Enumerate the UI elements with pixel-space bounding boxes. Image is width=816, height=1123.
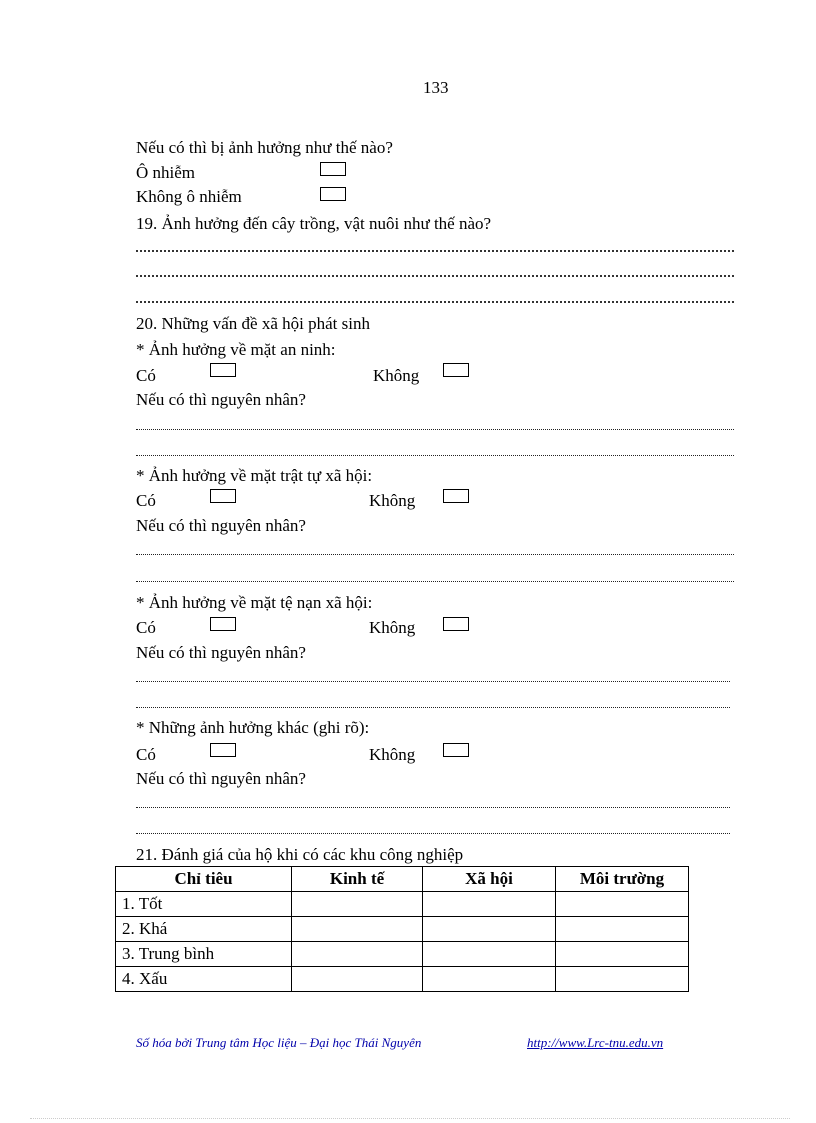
table-row	[116, 942, 689, 967]
table-row	[116, 917, 689, 942]
security-heading: * Ảnh hưởng về mặt an ninh:	[136, 340, 336, 359]
social-evils-yes-checkbox[interactable]	[210, 617, 236, 631]
q20-title: 20. Những vấn đề xã hội phát sinh	[136, 314, 370, 333]
table-row	[116, 892, 689, 917]
security-no-checkbox[interactable]	[443, 363, 469, 377]
economy-cell[interactable]	[292, 892, 423, 917]
environment-cell[interactable]	[556, 942, 689, 967]
social-evils-yes-label: Có	[136, 618, 156, 637]
security-reason-line-2[interactable]	[136, 451, 734, 456]
other-effects-yes-checkbox[interactable]	[210, 743, 236, 757]
table-header-row	[116, 867, 689, 892]
other-effects-yes-label: Có	[136, 745, 156, 764]
row-label: 3. Trung bình	[116, 942, 292, 967]
row-label: 1. Tốt	[116, 892, 292, 917]
q19-answer-line-2[interactable]	[136, 271, 734, 277]
q21-title: 21. Đánh giá của hộ khi có các khu công nghiệp	[136, 845, 464, 864]
not-polluted-checkbox[interactable]	[320, 187, 346, 201]
option-polluted-label: Ô nhiễm	[136, 163, 196, 182]
polluted-checkbox[interactable]	[320, 162, 346, 176]
other-effects-reason-line-2[interactable]	[136, 829, 730, 834]
column-header-economy: Kinh tế	[292, 867, 423, 892]
society-cell[interactable]	[423, 892, 556, 917]
social-order-reason-line-2[interactable]	[136, 577, 734, 582]
social-order-reason-label: Nếu có thì nguyên nhân?	[136, 516, 306, 535]
column-header-criteria: Chỉ tiêu	[116, 867, 292, 892]
page-number: 133	[423, 78, 449, 97]
society-cell[interactable]	[423, 967, 556, 992]
footer-link-wrap	[527, 1034, 663, 1052]
evaluation-table	[115, 866, 689, 992]
other-effects-no-checkbox[interactable]	[443, 743, 469, 757]
social-order-reason-line-1[interactable]	[136, 550, 734, 555]
social-evils-heading: * Ảnh hưởng về mặt tệ nạn xã hội:	[136, 593, 373, 612]
security-no-label: Không	[373, 366, 420, 385]
footer-url-link[interactable]: http://www.Lrc-tnu.edu.vn	[527, 1035, 664, 1050]
social-order-no-label: Không	[369, 491, 416, 510]
security-reason-line-1[interactable]	[136, 425, 734, 430]
pollution-question: Nếu có thì bị ảnh hưởng như thế nào?	[136, 138, 393, 157]
environment-cell[interactable]	[556, 967, 689, 992]
q19-answer-line-1[interactable]	[136, 246, 734, 252]
row-label: 2. Khá	[116, 917, 292, 942]
society-cell[interactable]	[423, 942, 556, 967]
q19-title: 19. Ảnh hưởng đến cây trồng, vật nuôi như thế nào?	[136, 214, 492, 233]
social-order-heading: * Ảnh hưởng về mặt trật tự xã hội:	[136, 466, 373, 485]
economy-cell[interactable]	[292, 917, 423, 942]
table-row	[116, 967, 689, 992]
other-effects-no-label: Không	[369, 745, 416, 764]
other-effects-reason-label: Nếu có thì nguyên nhân?	[136, 769, 306, 788]
social-order-yes-label: Có	[136, 491, 156, 510]
social-evils-no-label: Không	[369, 618, 416, 637]
row-label: 4. Xấu	[116, 967, 292, 992]
social-evils-no-checkbox[interactable]	[443, 617, 469, 631]
social-order-yes-checkbox[interactable]	[210, 489, 236, 503]
social-evils-reason-line-2[interactable]	[136, 703, 730, 708]
economy-cell[interactable]	[292, 942, 423, 967]
security-yes-label: Có	[136, 366, 156, 385]
other-effects-heading: * Những ảnh hưởng khác (ghi rõ):	[136, 718, 370, 737]
security-reason-label: Nếu có thì nguyên nhân?	[136, 390, 306, 409]
column-header-society: Xã hội	[423, 867, 556, 892]
footer-credit: Số hóa bởi Trung tâm Học liệu – Đại học Thái Nguyên	[136, 1035, 422, 1050]
option-not-polluted-label: Không ô nhiễm	[136, 187, 242, 206]
economy-cell[interactable]	[292, 967, 423, 992]
q19-answer-line-3[interactable]	[136, 297, 734, 303]
other-effects-reason-line-1[interactable]	[136, 803, 730, 808]
page-bottom-divider	[30, 1118, 790, 1119]
security-yes-checkbox[interactable]	[210, 363, 236, 377]
environment-cell[interactable]	[556, 917, 689, 942]
social-evils-reason-line-1[interactable]	[136, 677, 730, 682]
environment-cell[interactable]	[556, 892, 689, 917]
column-header-environment: Môi trường	[556, 867, 689, 892]
social-order-no-checkbox[interactable]	[443, 489, 469, 503]
society-cell[interactable]	[423, 917, 556, 942]
social-evils-reason-label: Nếu có thì nguyên nhân?	[136, 643, 306, 662]
